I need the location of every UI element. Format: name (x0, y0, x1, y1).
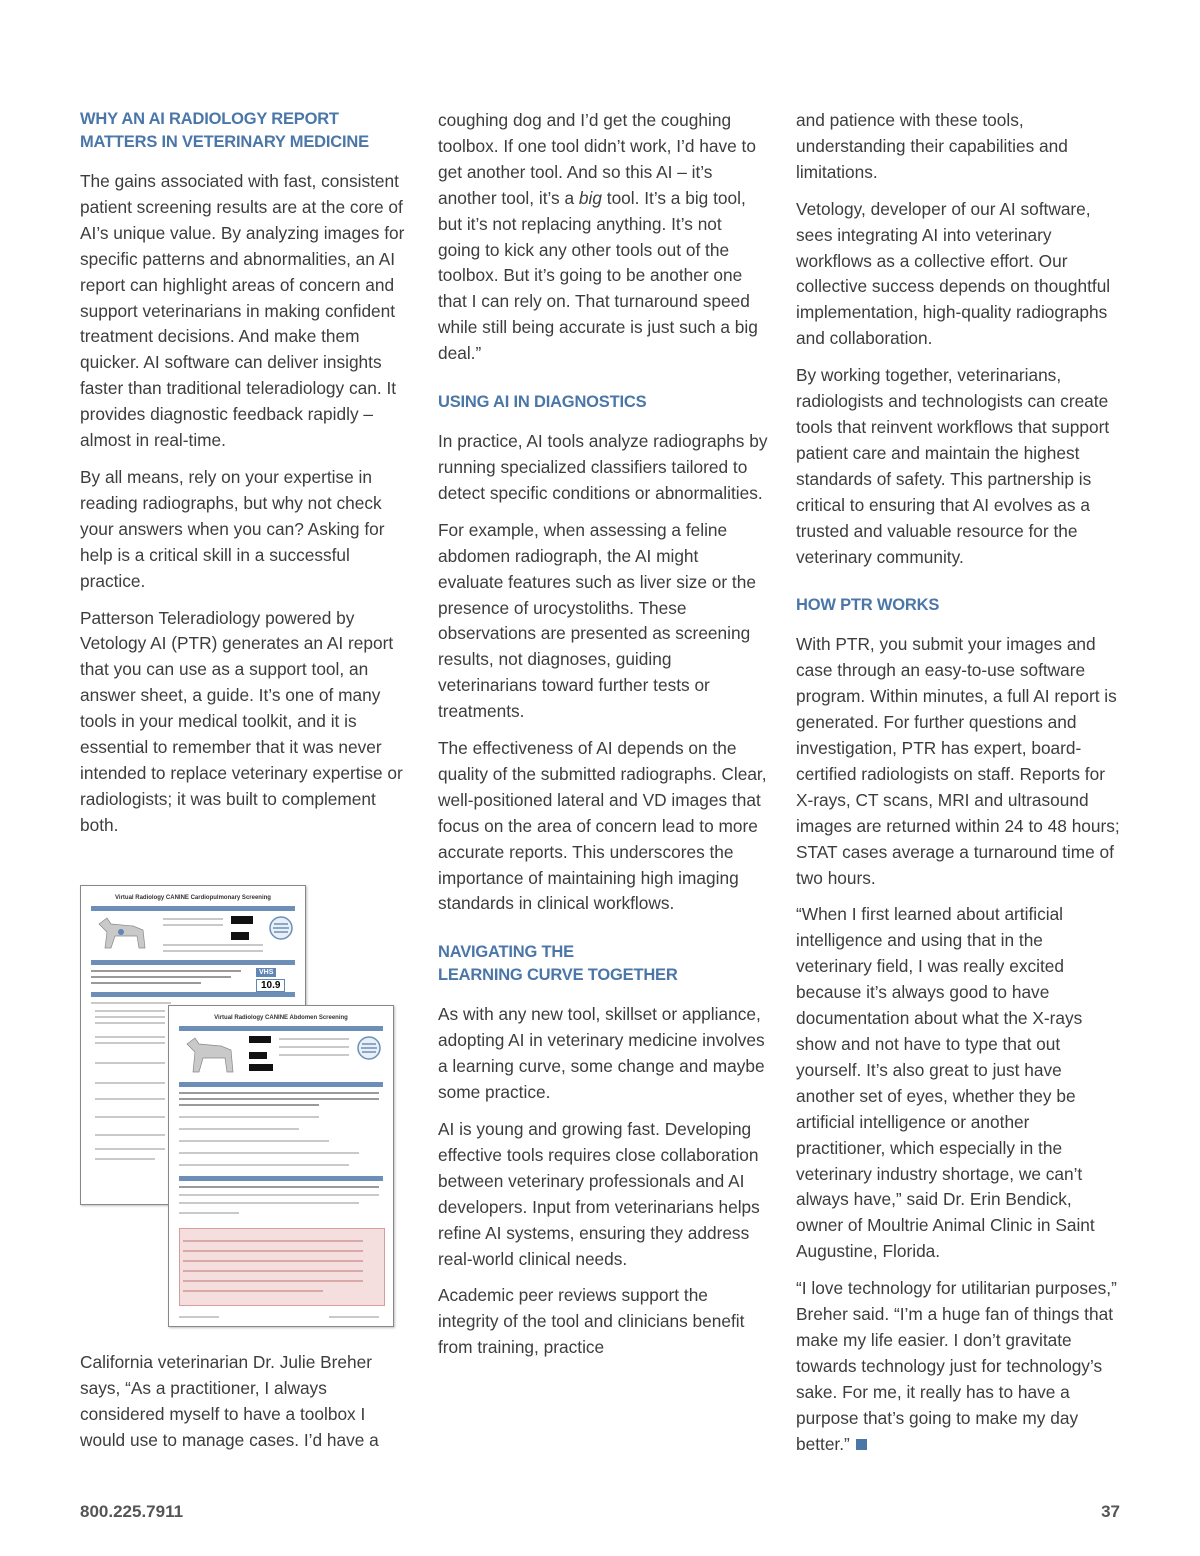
paragraph: With PTR, you submit your images and case through an easy-to-use software program. Within minutes, a full AI report is generated. For further questions and investigation, PTR has expert, board-certified radiologists on staff. Reports for X-rays, CT scans, MRI and ultrasound images are returned within 24 to 48 hours; STAT cases average a turnaround time of two hours. (796, 634, 1120, 888)
paragraph: “I love technology for utilitarian purposes,” Breher said. “I’m a huge fan of things that make my life easier. I don’t gravitate towards technology just for technology’s sake. For me, it really has to have a purpose that’s going to make my day better.” (796, 1278, 1117, 1454)
footer-phone: 800.225.7911 (80, 1502, 184, 1521)
paragraph: California veterinarian Dr. Julie Breher says, “As a practitioner, I always considered myself to have a toolbox I would use to manage cases. I’d have a (80, 1352, 379, 1450)
vetology-logo-icon (269, 916, 293, 940)
paragraph: coughing dog and I’d get the coughing toolbox. If one tool didn’t work, I’d have to get another tool. And so this AI – it’s another tool, it’s a big tool. It’s a big tool, but it’s not replacing anything. It’s not going to kick any other tools out of the toolbox. But it’s going to be another one that I can rely on. That turnaround speed while still being accurate is just such a big deal.” (438, 110, 758, 364)
paragraph: The gains associated with fast, consistent patient screening results are at the core of AI’s unique value. By analyzing images for specific patterns and abnormalities, an AI report can highlight areas of concern and support veterinarians in making confident treatment decisions. And make them quicker. AI software can deliver insights faster than traditional teleradiology can. It provides diagnostic feedback rapidly – almost in real-time. (80, 171, 405, 451)
paragraph: Academic peer reviews support the integrity of the tool and clinicians benefit from training, practice (438, 1285, 745, 1358)
paragraph: Vetology, developer of our AI software, sees integrating AI into veterinary workflows as a collective effort. Our collective success depends on thoughtful implementation, high-quality radiographs and collaboration. (796, 198, 1111, 349)
section-heading-using-ai: USING AI IN DIAGNOSTICS (438, 393, 647, 412)
report-title: Virtual Radiology CANINE Cardiopulmonary Screening (115, 895, 271, 901)
section-heading-how-ptr-works: HOW PTR WORKS (796, 596, 940, 615)
column-1-continued (80, 1350, 410, 1465)
vhs-value: 10.9 (256, 979, 285, 992)
paragraph: and patience with these tools, understanding their capabilities and limitations. (796, 110, 1068, 182)
dog-diagram-icon (93, 914, 155, 956)
vhs-label: VHS (256, 968, 276, 977)
paragraph: “When I first learned about artificial intelligence and using that in the veterinary field, I was really excited because it’s always good to have documentation about what the X-rays show and not have to type that out yourself. It’s also great to just have another set of eyes, whether they be artificial intelligence or another practitioner, which especially in the veterinary industry shortage, we can’t always have,” said Dr. Erin Bendick, owner of Moultrie Animal Clinic in Saint Augustine, Florida. (796, 904, 1095, 1262)
column-3 (796, 108, 1122, 1469)
paragraph: For example, when assessing a feline abdomen radiograph, the AI might evaluate features such as liver size or the presence of urocystoliths. These observations are presented as screening results, not diagnoses, guiding veterinarians toward further tests or treatments. (438, 519, 756, 722)
dog-diagram-icon (181, 1034, 243, 1080)
paragraph: AI is young and growing fast. Developing effective tools requires close collaboration between veterinary professionals and AI developers. Input from veterinarians helps refine AI systems, ensuring they address real-world clinical needs. (438, 1119, 760, 1269)
paragraph: By all means, rely on your expertise in reading radiographs, but why not check your answers when you can? Asking for help is a critical skill in a successful practice. (80, 466, 385, 591)
paragraph: Patterson Teleradiology powered by Vetology AI (PTR) generates an AI report that you can use as a support tool, an answer sheet, a guide. It’s one of many tools in your medical toolkit, and it is essential to remember that it was never intended to replace veterinary expertise or radiologists; it was built to complement both. (80, 607, 403, 835)
paragraph: In practice, AI tools analyze radiographs by running specialized classifiers tailored to detect specific conditions or abnormalities. (438, 431, 768, 503)
end-of-article-icon (856, 1439, 867, 1450)
column-1 (80, 108, 410, 850)
section-heading-why-ai: WHY AN AI RADIOLOGY REPORT MATTERS IN VETERINARY MEDICINE (80, 110, 369, 151)
paragraph: The effectiveness of AI depends on the quality of the submitted radiographs. Clear, well-positioned lateral and VD images that focus on the area of concern lead to more accurate reports. This underscores the importance of maintaining high imaging standards in clinical workflows. (438, 738, 767, 914)
section-heading-learning-curve: NAVIGATING THE LEARNING CURVE TOGETHER (438, 943, 678, 985)
ai-report-illustration (80, 885, 394, 1327)
report-title: Virtual Radiology CANINE Abdomen Screening (214, 1015, 348, 1021)
page-number: 37 (1101, 1502, 1120, 1521)
column-2 (438, 108, 768, 1372)
paragraph: By working together, veterinarians, radiologists and technologists can create tools that reinvent workflows that support patient care and maintain the highest standards of safety. This partnership is critical to ensuring that AI evolves as a trusted and valuable resource for the veterinary community. (796, 365, 1110, 567)
vetology-logo-icon (357, 1036, 381, 1060)
paragraph: As with any new tool, skillset or appliance, adopting AI in veterinary medicine involves a learning curve, some change and maybe some practice. (438, 1004, 765, 1103)
abdomen-report-page (168, 1005, 394, 1327)
